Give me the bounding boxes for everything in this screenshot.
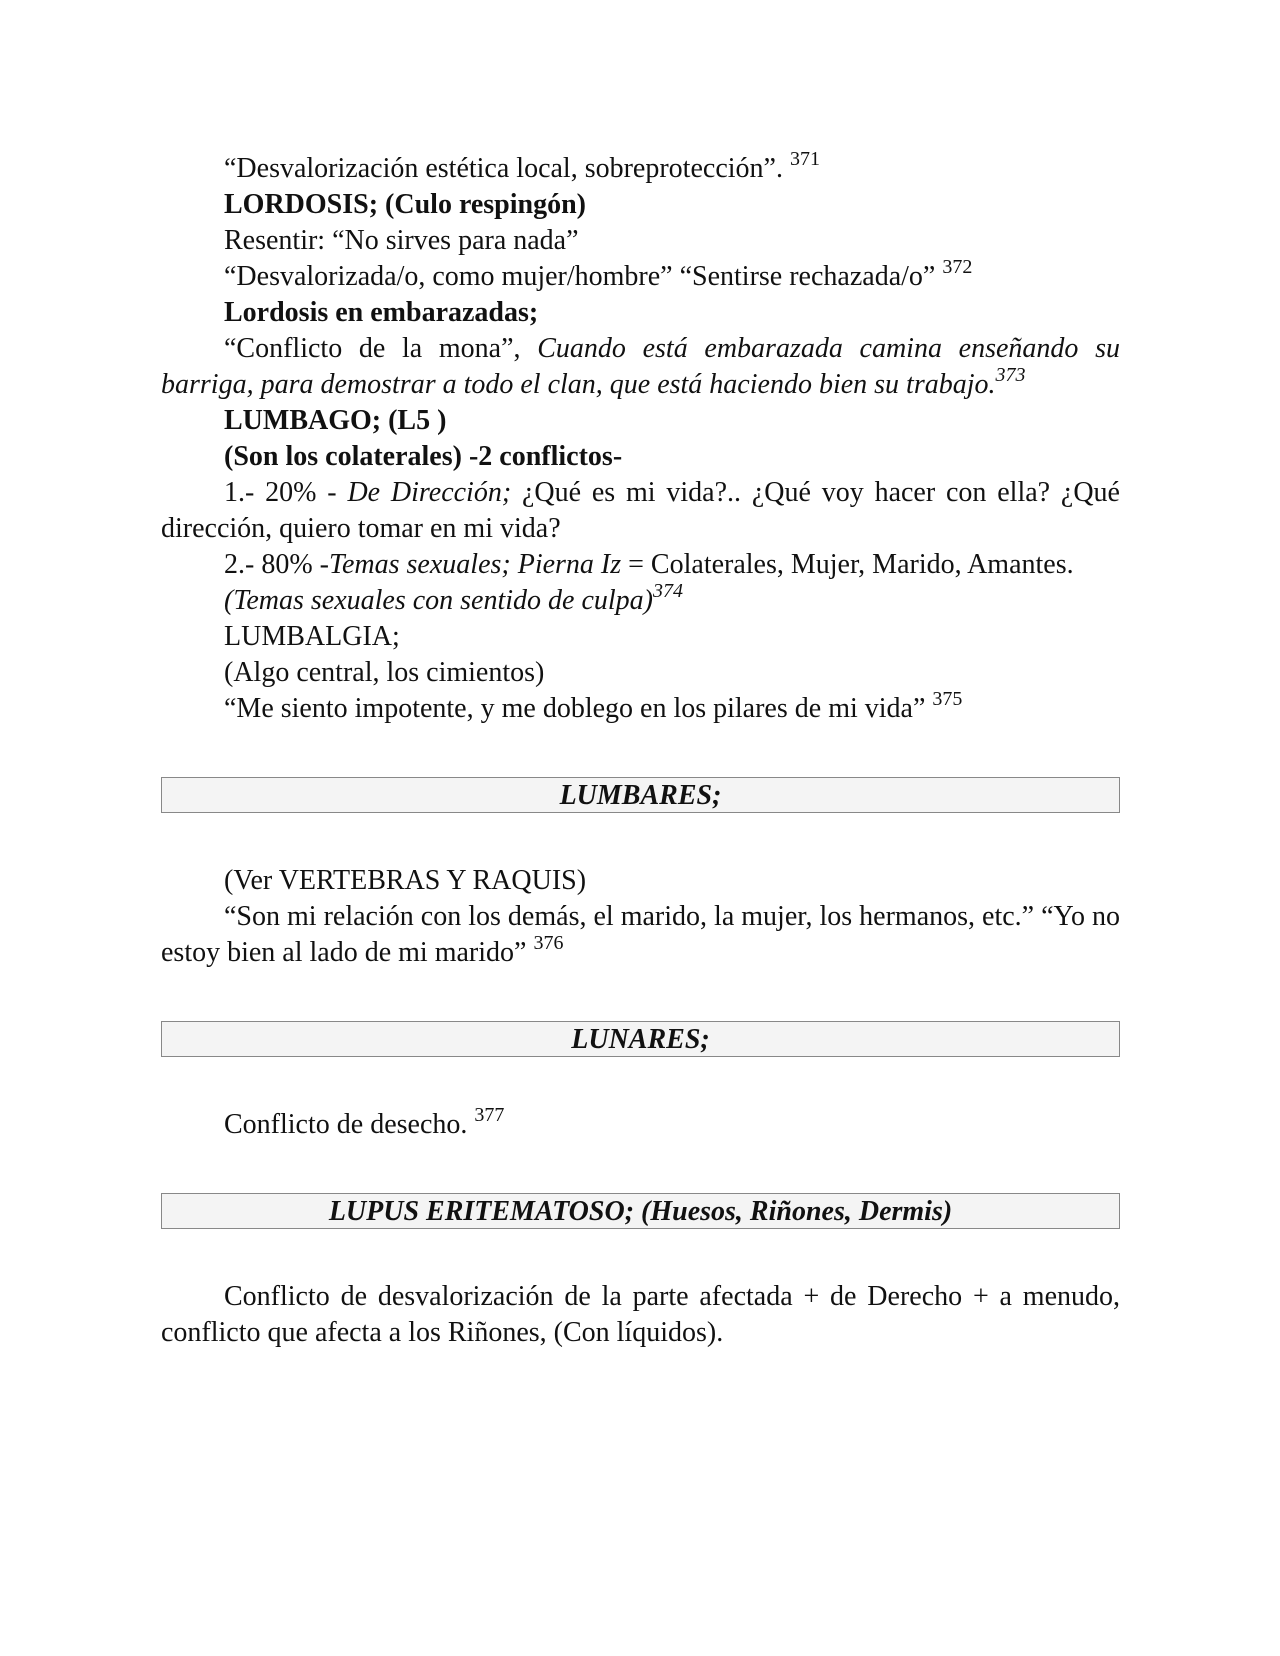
paragraph-desecho: Conflicto de desecho. $^{377}$	[224, 1104, 505, 1140]
list-item-direccion: 1.- 20% - De Dirección; ¿Qué es mi vida?.. ¿Qué voy hacer con ella? ¿Qué dirección, quiero tomar en mi vida?	[161, 477, 1120, 544]
colaterales-heading: (Son los colaterales) -2 conflictos-	[224, 441, 623, 472]
lumbares-section-title: LUMBARES;	[161, 777, 1120, 813]
footnote-ref[interactable]: 374	[653, 580, 683, 602]
list-item-temas-sexuales: 2.- 80% -Temas sexuales; Pierna Iz = Colaterales, Mujer, Marido, Amantes.	[224, 549, 1074, 580]
paragraph-ver-vertebras: (Ver VERTEBRAS Y RAQUIS)	[224, 865, 587, 896]
lumbalgia-heading: LUMBALGIA;	[224, 621, 400, 652]
lunares-section-title: LUNARES;	[161, 1021, 1120, 1057]
paragraph-desvalorizada: “Desvalorizada/o, como mujer/hombre” “Sentirse rechazada/o” $^{372}$	[224, 256, 973, 292]
footnote-ref[interactable]: 376	[533, 932, 564, 954]
paragraph-cimientos: (Algo central, los cimientos)	[224, 657, 545, 688]
page-content	[161, 148, 1120, 1351]
footnote-ref[interactable]: 371	[789, 148, 820, 170]
footnote-ref[interactable]: 372	[942, 256, 973, 278]
paragraph-resentir: Resentir: “No sirves para nada”	[224, 225, 579, 256]
lordosis-embarazadas-heading: Lordosis en embarazadas;	[224, 297, 539, 328]
footnote-ref[interactable]: 373	[995, 364, 1026, 386]
footnote-ref[interactable]: 375	[932, 688, 963, 710]
paragraph-relacion: “Son mi relación con los demás, el marido, la mujer, los hermanos, etc.” “Yo no estoy bien al lado de mi marido” $^{376}$	[161, 901, 1120, 968]
paragraph-lupus: Conflicto de desvalorización de la parte afectada + de Derecho + a menudo, conflicto que afecta a los Riñones, (Con líquidos).	[161, 1281, 1120, 1348]
paragraph-conflicto-mona: “Conflicto de la mona”, Cuando está embarazada camina enseñando su barriga, para demostrar a todo el clan, que está haciendo bien su trabajo.$^{373}$	[161, 333, 1120, 400]
paragraph-desvalorizacion-estetica: “Desvalorización estética local, sobreprotección”. $^{371}$	[224, 148, 820, 184]
lordosis-heading: LORDOSIS; (Culo respingón)	[224, 189, 587, 220]
lupus-section-title: LUPUS ERITEMATOSO; (Huesos, Riñones, Dermis)	[161, 1193, 1120, 1229]
paragraph-impotente: “Me siento impotente, y me doblego en los pilares de mi vida” $^{375}$	[224, 688, 963, 724]
lumbago-heading: LUMBAGO; (L5 )	[224, 405, 447, 436]
footnote-ref[interactable]: 377	[474, 1104, 505, 1126]
paragraph-culpa: (Temas sexuales con sentido de culpa)$^{374}$	[224, 580, 683, 616]
